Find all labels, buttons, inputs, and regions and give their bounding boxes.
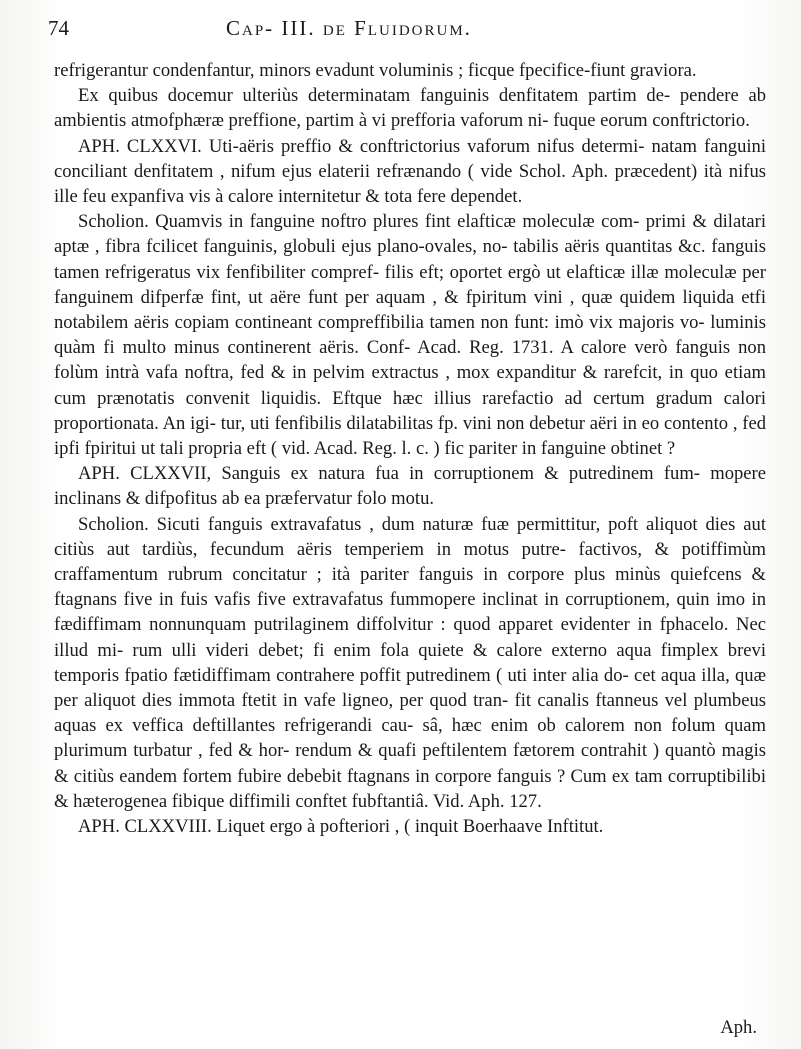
paragraph-ex-quibus: Ex quibus docemur ulteriùs determinatam fanguinis denfitatem partim de- pendere ab ambientis atmofphæræ preffione, partim à vi prefforia vaforum ni- fuque eorum conftrictorio. (54, 85, 766, 132)
catchword: Aph. (720, 1017, 757, 1038)
running-head: Cap- III. de Fluidorum. (226, 16, 472, 40)
text-body (54, 58, 766, 839)
page-header (48, 14, 764, 48)
scholion-176: Scholion. Quamvis in fanguine noftro plures fint elafticæ moleculæ com- primi & dilatari aptæ , fibra fcilicet fanguinis, globuli ejus plano-ovales, no- tabilis aëris quantitas &c. fanguis tamen refrigeratus vix fenfibiliter compref- filis eft; oportet ergò ut elafticæ illæ moleculæ per fanguinem difperfæ fint, ut aëre funt per aquam , & fpiritum vini , quæ quidem liquida etfi notabilem aëris copiam contineant compreffibilia tamen non funt: imò vix majoris vo- luminis quàm fi multo minus continerent aëris. Conf- Acad. Reg. 1731. A calore verò fanguis non folùm intrà vafa noftra, fed & in pelvim extractus , mox expanditur & rarefcit, in quo etiam cum prænotatis convenit liquidis. Eftque hæc illius rarefactio ad certum gradum calori proportionata. An igi- tur, uti fenfibilis dilatabilitas fp. vini non debetur aëri in eo contento , fed ipfi fpiritui ut tali propria eft ( vid. Acad. Reg. l. c. ) fic pariter in fanguine obtinet ? (54, 211, 766, 460)
aphorism-178: APH. CLXXVIII. Liquet ergo à pofteriori , ( inquit Boerhaave Inftitut. (78, 816, 604, 838)
paragraph-continuation: refrigerantur condenfantur, minors evadunt voluminis ; ficque fpecifice-fiunt graviora. (54, 60, 697, 81)
aphorism-176: APH. CLXXVI. Uti-aëris preffio & conftrictorius vaforum nifus determi- natam fanguini conciliant denfitatem , nifum ejus elaterii refrænando ( vide Schol. Aph. præcedent) ità nifus ille feu expanfiva vis à calore internitetur & tota fere dependet. (54, 135, 766, 208)
aphorism-177: APH. CLXXVII, Sanguis ex natura fua in corruptionem & putredinem fum- mopere inclinans & difpofitus ab ea præfervatur folo motu. (54, 463, 766, 510)
scholion-177: Scholion. Sicuti fanguis extravafatus , dum naturæ fuæ permittitur, poft aliquot dies aut citiùs aut tardiùs, fecundum aëris temperiem in motus putre- factivos, & potiffimùm craffamentum rubrum concitatur ; ità pariter fanguis in corpore plus minùs quiefcens & ftagnans five in fuis vafis five extravafatus fummopere inclinat in corruptionem, quin imo in fædiffimam nonnunquam putrilaginem diffolvitur : quod apparet evidenter in fphacelo. Nec illud mi- rum ulli videri debet; fi enim fola quiete & calore externo aqua fimplex brevi temporis fpatio fætidiffimam contrahere poffit putredinem ( uti inter alia do- cet aqua illa, quæ per aliquot dies immota ftetit in vafe ligneo, per quod tran- fit canalis ftanneus vel plumbeus aquas ex veffica deftillantes refrigerandi cau- sâ, hæc enim ob calorem non folum quam plurimum turbatur , fed & hor- rendum & quafi peftilentem fætorem contrahit ) quantò magis & citiùs eandem fortem fubire debebit ftagnans in corpore fanguis ? Cum ex tam corruptibilibi & hæterogenea fibique diffimili conftet fubftantiâ. Vid. Aph. 127. (54, 513, 766, 812)
page-number: 74 (48, 16, 69, 40)
